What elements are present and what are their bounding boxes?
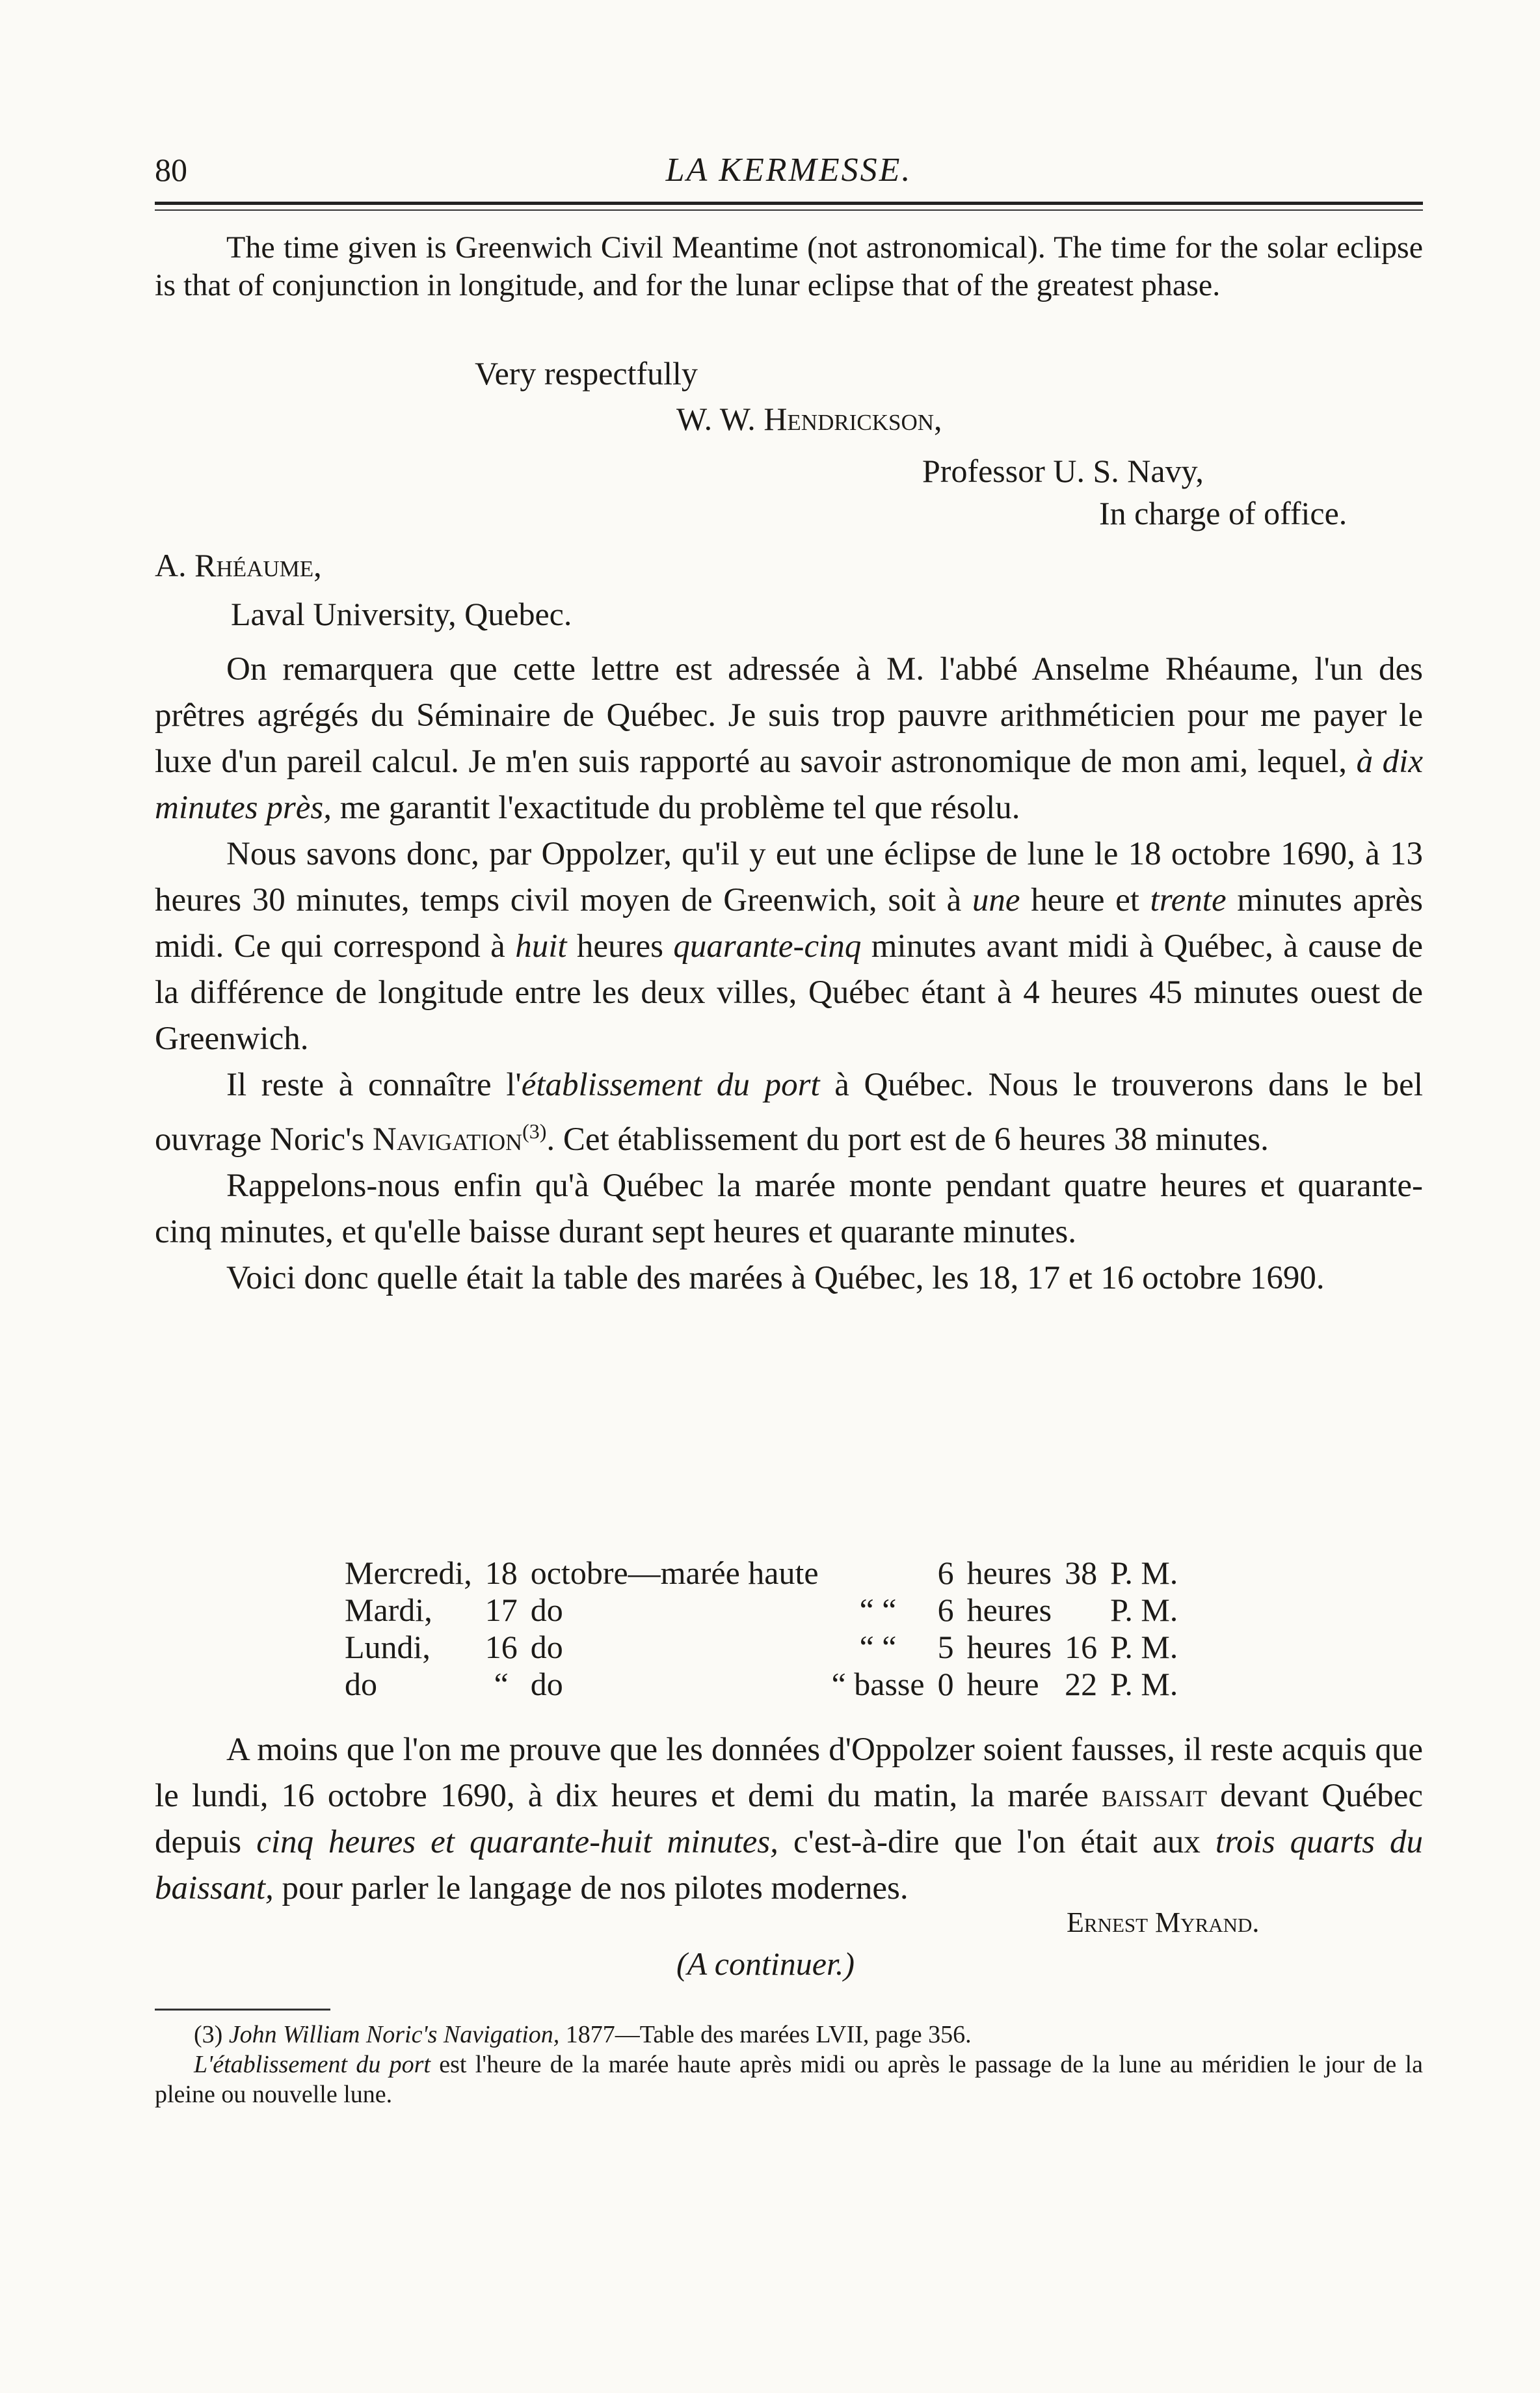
text-run: minutes après midi. Ce qui correspond à: [155, 882, 1423, 965]
tide-cell: do: [345, 1666, 377, 1702]
signer-title: Professor U. S. Navy,: [922, 453, 1204, 489]
addressee-initial: A.: [155, 547, 187, 583]
italic-run: établissement du port: [521, 1067, 820, 1103]
paragraph: Rappelons-nous enfin qu'à Québec la marée monte pendant quatre heures et quarante-cinq minutes, et qu'elle baisse durant sept heures et quarante minutes.: [155, 1168, 1423, 1250]
small-caps-run: Navigation: [372, 1121, 523, 1158]
text-run: c'est-à-dire que l'on était aux: [778, 1824, 1215, 1860]
addressee-name: Rhéaume,: [194, 547, 322, 583]
tide-cell: Mercredi,: [345, 1555, 472, 1591]
tide-cell: heure: [966, 1666, 1039, 1702]
closing-text: [155, 1727, 1423, 1912]
paragraph: [155, 1062, 1423, 1163]
paragraph: [155, 1727, 1423, 1912]
italic-run: cinq heures et quarante-huit minutes,: [256, 1824, 778, 1860]
main-text: [155, 647, 1423, 1302]
italic-run: John William Noric's Navigation,: [228, 2021, 560, 2048]
letter-paragraph: The time given is Greenwich Civil Meantime (not astronomical). The time for the solar eclipse is that of conjunction in longitude, and for the lunar eclipse that of the greatest phase.: [155, 230, 1423, 302]
italic-run: une: [972, 882, 1020, 918]
text-run: 1877—Table des marées LVII, page 356.: [559, 2021, 972, 2048]
text-run: me garantit l'exactitude du problème tel que résolu.: [331, 790, 1020, 826]
tide-cell: 6: [937, 1592, 954, 1628]
addressee-place: Laval University, Quebec.: [231, 596, 572, 632]
paragraph: [155, 831, 1423, 1062]
signer-name: Hendrickson,: [763, 401, 942, 437]
text-run: devant Québec depuis: [155, 1778, 1423, 1860]
tide-cell: 16: [1065, 1629, 1098, 1665]
tide-cell: 22: [1065, 1666, 1098, 1702]
page-number: 80: [155, 152, 187, 188]
tide-cell: 17: [485, 1592, 518, 1628]
tide-cell: P. M.: [1110, 1555, 1178, 1591]
tide-row: [338, 1555, 1184, 1592]
italic-run: à dix minutes près,: [155, 743, 1423, 826]
small-caps-run: baissait: [1102, 1778, 1208, 1814]
footnote-mark: (3): [194, 2021, 223, 2048]
tide-cell: 0: [937, 1666, 954, 1702]
author-signature: Ernest Myrand.: [1067, 1906, 1260, 1938]
tide-table: [338, 1555, 1184, 1703]
footnote-rule: [155, 2009, 330, 2011]
tide-cell: heures: [966, 1592, 1052, 1628]
text-run: minutes avant midi à Québec, à cause de la différence de longitude entre les deux villes, Québec étant à 4 heures 45 minutes ouest de Greenwich.: [155, 928, 1423, 1057]
paragraph: Voici donc quelle était la table des marées à Québec, les 18, 17 et 16 octobre 1690.: [226, 1260, 1325, 1296]
paragraph: [155, 647, 1423, 831]
text-run: heure et: [1020, 882, 1150, 918]
text-run: à Québec. Nous le trouverons dans le bel ouvrage Noric's: [155, 1067, 1423, 1158]
signer-initials: W. W.: [676, 401, 756, 437]
tide-cell: heures: [966, 1629, 1052, 1665]
text-run: A moins que l'on me prouve que les données d'Oppolzer soient fausses, il reste acquis que le lundi, 16 octobre 1690, à dix heures et demi du matin, la marée: [155, 1731, 1423, 1814]
italic-run: trois quarts du baissant,: [155, 1824, 1423, 1906]
header-rule: [155, 202, 1423, 205]
running-title: LA KERMESSE.: [665, 152, 912, 189]
tide-cell: 18: [485, 1555, 518, 1591]
letter-closing: Very respectfully: [475, 355, 698, 392]
text-run: . Cet établissement du port est de 6 heures 38 minutes.: [546, 1121, 1269, 1158]
text-run: On remarquera que cette lettre est adressée à M. l'abbé Anselme Rhéaume, l'un des prêtres agrégés du Séminaire de Québec. Je suis trop pauvre arithméticien pour me payer le luxe d'un pareil calcul. Je m'en suis rapporté au savoir astronomique de mon ami, lequel,: [155, 651, 1423, 780]
footnotes: [155, 2020, 1423, 2109]
text-run: Il reste à connaître l': [226, 1067, 522, 1103]
text-run: est l'heure de la marée haute après midi ou après le passage de la lune au méridien le jour de la pleine ou nouvelle lune.: [155, 2051, 1423, 2108]
tide-row: [338, 1592, 1184, 1629]
tide-cell: [825, 1555, 931, 1592]
tide-cell: octobre—marée haute: [530, 1555, 819, 1591]
italic-run: huit: [515, 928, 567, 965]
tide-cell: Lundi,: [345, 1629, 431, 1665]
text-run: Nous savons donc, par Oppolzer, qu'il y eut une éclipse de lune le 18 octobre 1690, à 13 heures 30 minutes, temps civil moyen de Greenwich, soit à: [155, 836, 1423, 918]
tide-cell: heures: [966, 1555, 1052, 1591]
header-rule-thin: [155, 209, 1423, 211]
text-run: pour parler le langage de nos pilotes modernes.: [273, 1870, 909, 1906]
tide-cell: “ “: [859, 1592, 897, 1628]
italic-run: trente: [1150, 882, 1227, 918]
tide-cell: “: [494, 1666, 509, 1702]
addressee: [155, 546, 322, 584]
tide-cell: 16: [485, 1629, 518, 1665]
letter-signer: [676, 400, 942, 438]
signer-role: In charge of office.: [1099, 495, 1348, 531]
tide-cell: 5: [937, 1629, 954, 1665]
tide-cell: P. M.: [1110, 1629, 1178, 1665]
tide-cell: do: [530, 1666, 563, 1702]
tide-cell: “ “: [859, 1629, 897, 1665]
tide-cell: do: [530, 1629, 563, 1665]
footnote: [155, 2050, 1423, 2109]
tide-cell: 38: [1065, 1555, 1098, 1591]
footnote: [155, 2020, 1423, 2050]
tide-row: [338, 1666, 1184, 1703]
page-header: [155, 151, 1423, 196]
tide-cell: do: [530, 1592, 563, 1628]
tide-cell: Mardi,: [345, 1592, 432, 1628]
footnote-ref: (3): [522, 1119, 547, 1143]
italic-run: L'établissement du port: [194, 2051, 431, 2078]
italic-run: quarante-cinq: [673, 928, 862, 965]
tide-cell: P. M.: [1110, 1666, 1178, 1702]
continued-note: (A continuer.): [676, 1945, 855, 1982]
tide-row: [338, 1629, 1184, 1666]
text-run: heures: [566, 928, 674, 965]
tide-cell: [1058, 1592, 1104, 1629]
tide-cell: P. M.: [1110, 1592, 1178, 1628]
tide-cell: 6: [937, 1555, 954, 1591]
tide-cell: “ basse: [831, 1666, 925, 1702]
